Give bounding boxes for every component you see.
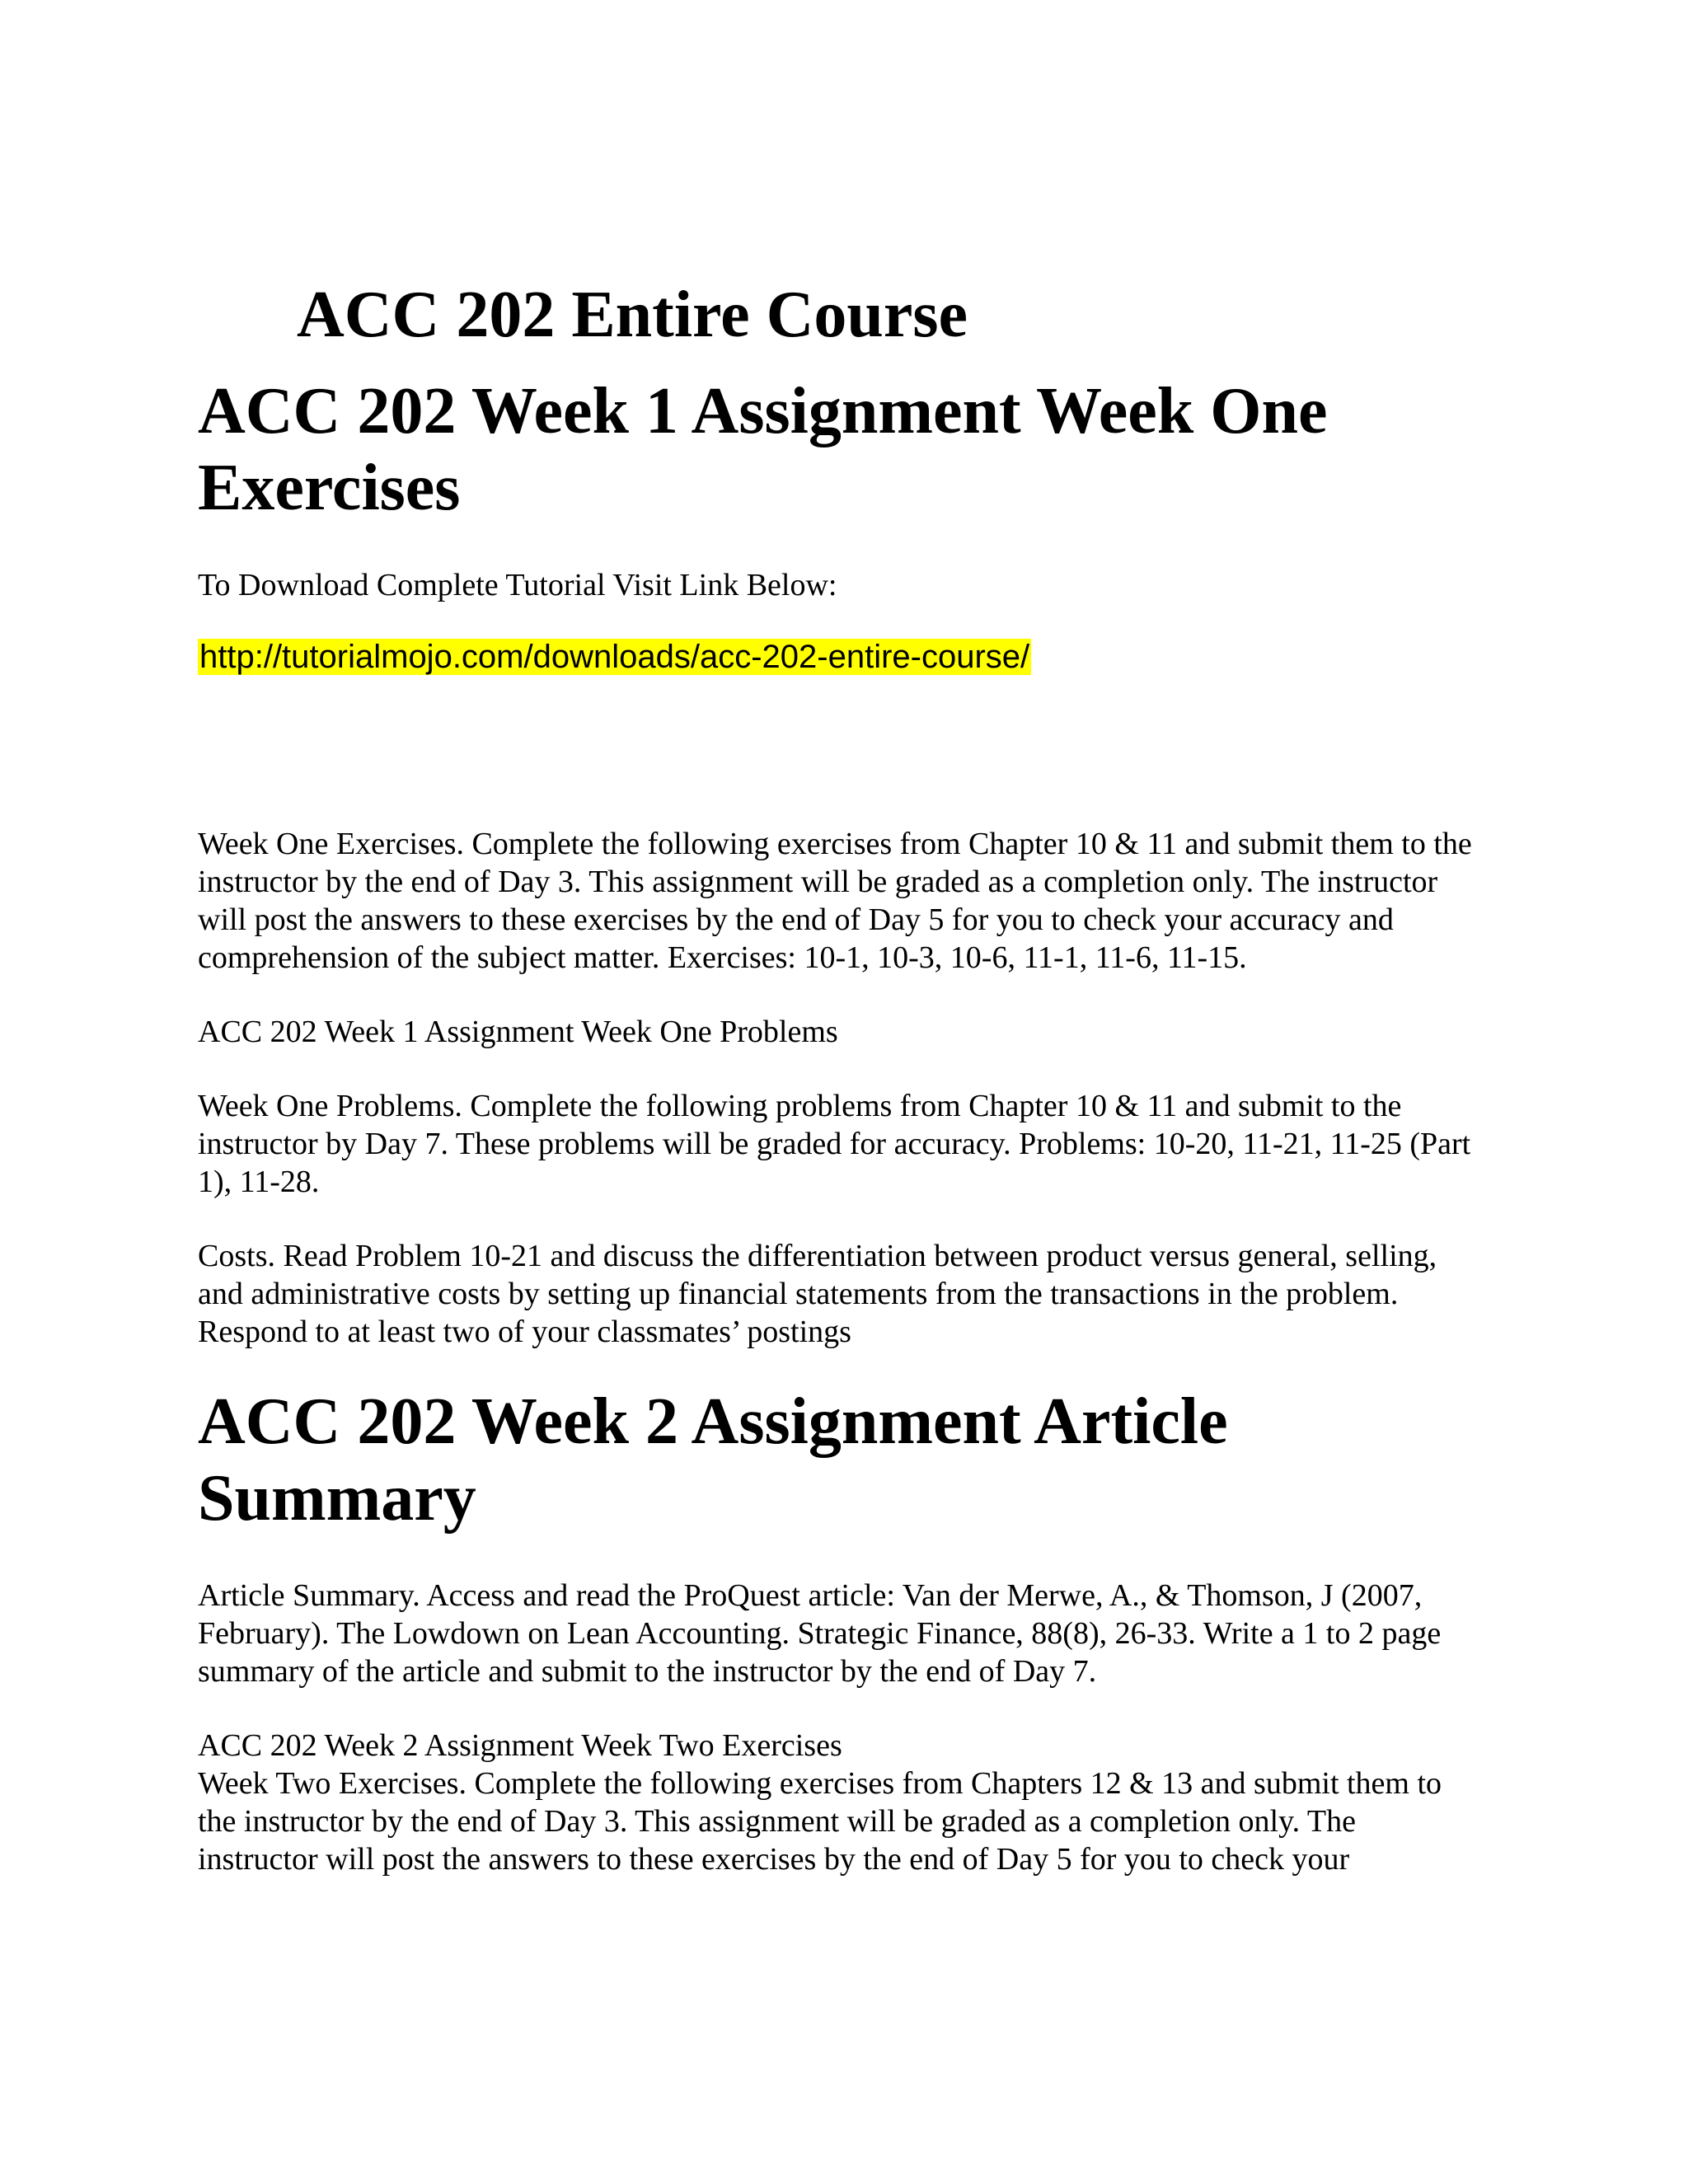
week1-exercises-paragraph: Week One Exercises. Complete the following exercises from Chapter 10 & 11 and submit them to the instructor by the end of Day 3. This assignment will be graded as a completion only. The instructor will post the answers to these exercises by the end of Day 5 for you to check your accuracy and comprehension of the subject matter. Exercises: 10-1, 10-3, 10-6, 11-1, 11-6, 11-15. — [198, 827, 1472, 975]
document-page — [198, 272, 1484, 1878]
article-summary-paragraph: Article Summary. Access and read the ProQuest article: Van der Merwe, A., & Thomson, J (2007, February). The Lowdown on Lean Accounting. Strategic Finance, 88(8), 26-33. Write a 1 to 2 page summary of the article and submit to the instructor by the end of Day 7. — [198, 1578, 1442, 1689]
download-link[interactable]: http://tutorialmojo.com/downloads/acc-202-entire-course/ — [199, 639, 1030, 675]
costs-paragraph: Costs. Read Problem 10-21 and discuss the differentiation between product versus general, selling, and administrative costs by setting up financial statements from the transactions in the problem. Respond to at least two of your classmates’ postings — [198, 1239, 1437, 1349]
download-link-line — [198, 637, 1484, 677]
week2-exercises-title: ACC 202 Week 2 Assignment Week Two Exercises — [198, 1728, 842, 1763]
week1-problems-title: ACC 202 Week 1 Assignment Week One Problems — [198, 1015, 838, 1049]
week1-problems-paragraph: Week One Problems. Complete the following problems from Chapter 10 & 11 and submit to the instructor by Day 7. These problems will be graded for accuracy. Problems: 10-20, 11-21, 11-25 (Part 1), 11-28. — [198, 1089, 1471, 1199]
week2-exercises-paragraph: Week Two Exercises. Complete the following exercises from Chapters 12 & 13 and submit them to the instructor by the end of Day 3. This assignment will be graded as a completion only. The instructor will post the answers to these exercises by the end of Day 5 for you to check your — [198, 1766, 1442, 1877]
download-intro: To Download Complete Tutorial Visit Link Below: — [198, 568, 837, 602]
course-title: ACC 202 Entire Course — [297, 279, 968, 351]
week2-heading: ACC 202 Week 2 Assignment Article Summary — [198, 1385, 1228, 1535]
week1-heading: ACC 202 Week 1 Assignment Week One Exercises — [198, 375, 1328, 524]
